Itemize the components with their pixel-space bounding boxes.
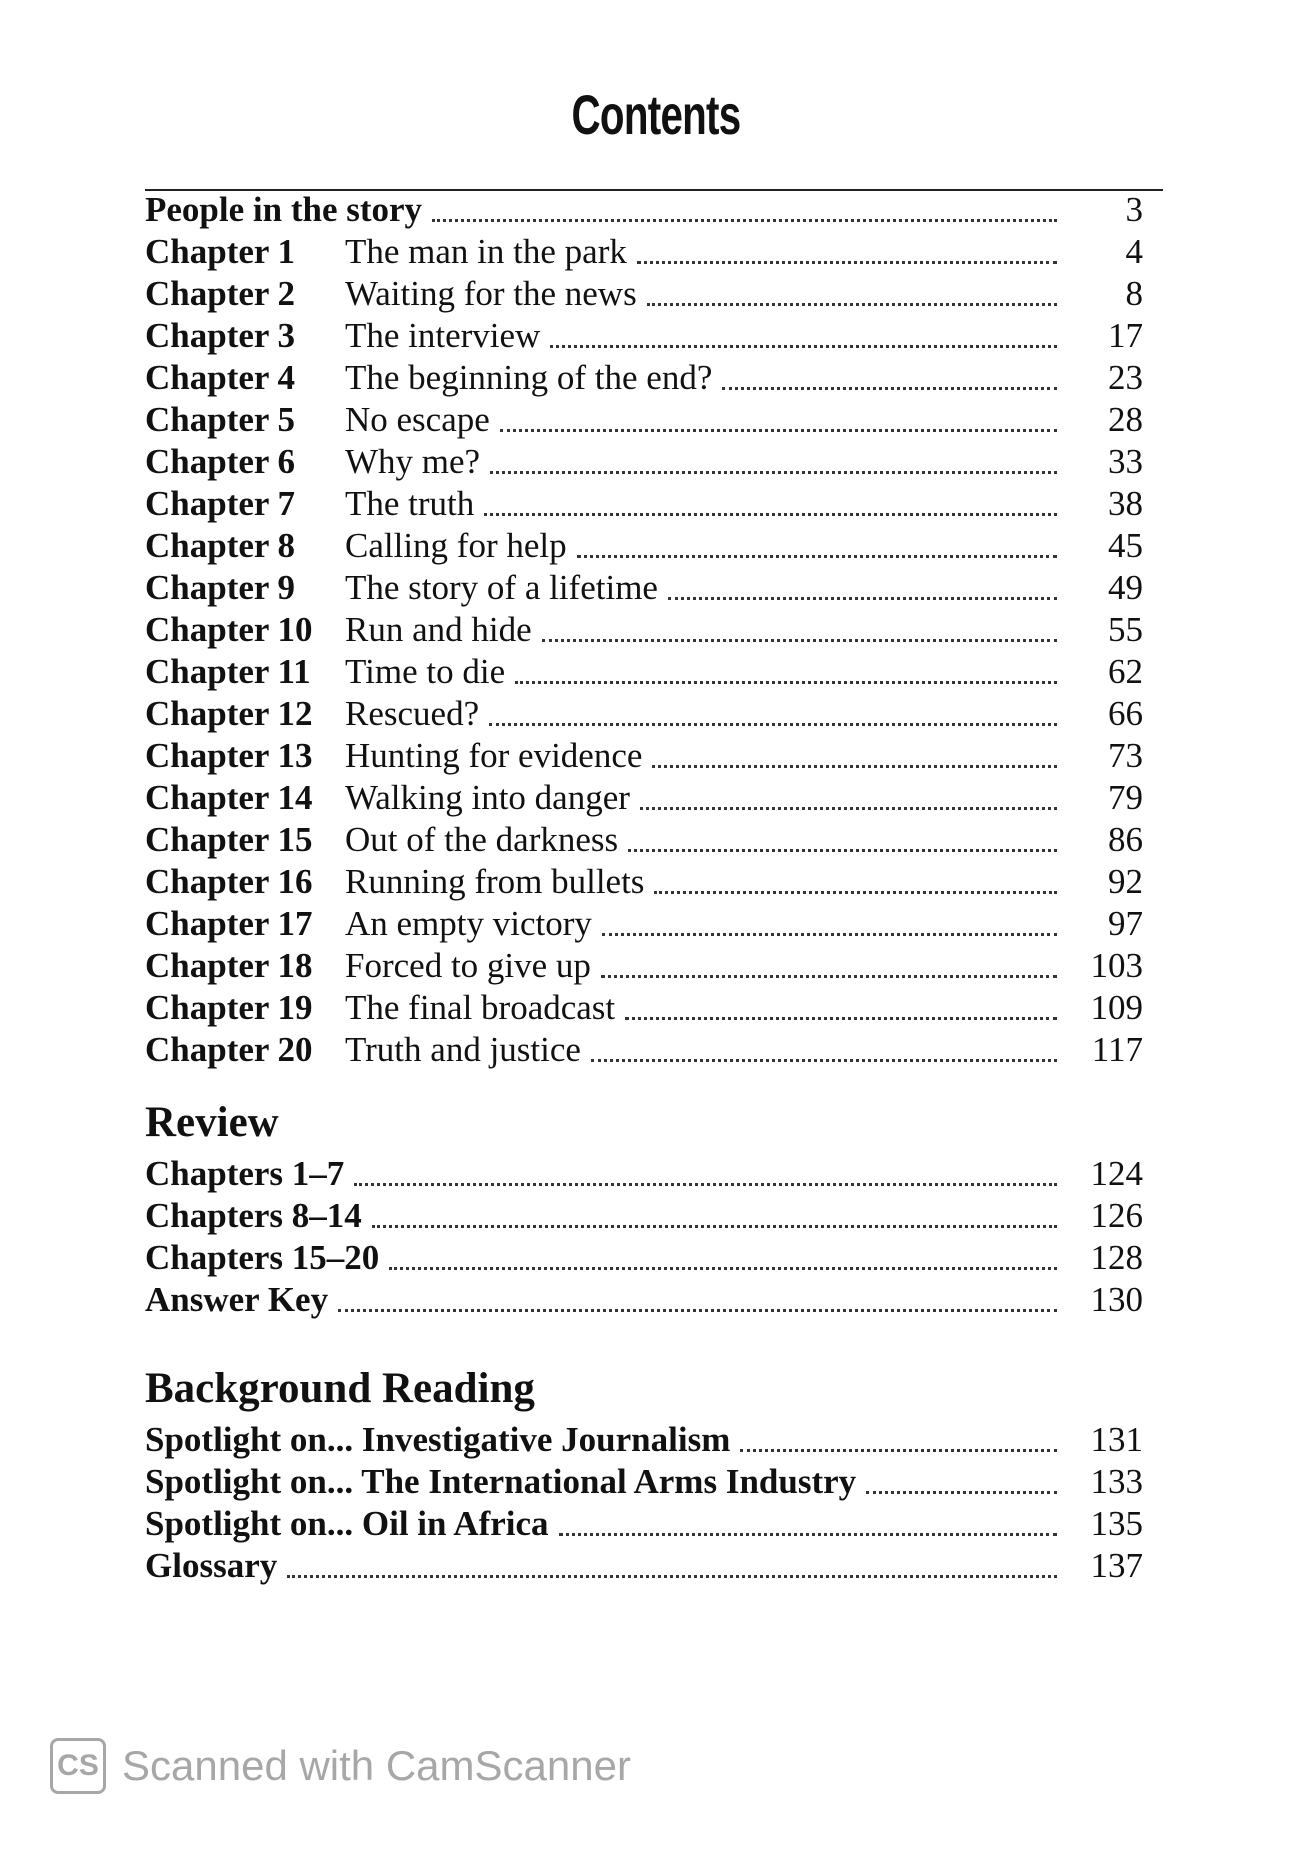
dot-leader (602, 933, 1057, 936)
chapter-title: Forced to give up (345, 946, 591, 985)
toc-entry-label: Chapters 8–14 (145, 1196, 362, 1235)
toc-page-number: 45 (1108, 526, 1143, 565)
toc-page-number: 49 (1108, 568, 1143, 607)
page-title: Contents (571, 83, 741, 146)
dot-leader (668, 597, 1057, 600)
dot-leader (640, 807, 1057, 810)
toc-entry-chapter-7 (145, 482, 1143, 526)
chapter-label: Chapter 15 (145, 820, 313, 859)
toc-page-number: 131 (1090, 1420, 1143, 1459)
toc-page-number: 8 (1125, 274, 1143, 313)
toc-page-number: 73 (1108, 736, 1143, 775)
chapter-label: Chapter 13 (145, 736, 313, 775)
toc-page-number: 86 (1108, 820, 1143, 859)
chapter-title: Walking into danger (345, 778, 630, 817)
toc-page-number: 33 (1108, 442, 1143, 481)
chapter-label: Chapter 19 (145, 988, 313, 1027)
chapter-title: The truth (345, 484, 475, 523)
toc-entry-label: Answer Key (145, 1280, 329, 1319)
chapter-label: Chapter 1 (145, 232, 296, 271)
dot-leader (591, 1059, 1057, 1062)
dot-leader (542, 639, 1057, 642)
watermark-text: Scanned with CamScanner (122, 1742, 631, 1789)
dot-leader (654, 891, 1057, 894)
toc-entry-glossary (145, 1544, 1143, 1588)
dot-leader (484, 513, 1057, 516)
toc-entry-chapter-10 (145, 608, 1143, 652)
toc-page-number: 3 (1125, 190, 1143, 229)
dot-leader (489, 723, 1057, 726)
toc-page-number: 79 (1108, 778, 1143, 817)
chapter-label: Chapter 20 (145, 1030, 313, 1069)
toc-entry-chapter-5 (145, 398, 1143, 442)
toc-page-number: 135 (1090, 1504, 1143, 1543)
dot-leader (550, 345, 1057, 348)
toc-entry-chapter-20 (145, 1028, 1143, 1072)
section-heading-review: Review (145, 1099, 279, 1146)
chapter-title: Run and hide (345, 610, 532, 649)
dot-leader (577, 555, 1057, 558)
chapter-title: Rescued? (345, 694, 480, 733)
toc-page-number: 124 (1090, 1154, 1143, 1193)
chapter-title: The final broadcast (345, 988, 616, 1027)
chapter-label: Chapter 10 (145, 610, 313, 649)
toc-page-number: 28 (1108, 400, 1143, 439)
dot-leader (866, 1491, 1057, 1494)
toc-entry-label: Spotlight on... Investigative Journalism (145, 1420, 731, 1459)
toc-page-number: 97 (1108, 904, 1143, 943)
toc-page-number: 103 (1090, 946, 1143, 985)
dot-leader (372, 1225, 1057, 1228)
toc-page-number: 130 (1090, 1280, 1143, 1319)
toc-page-number: 66 (1108, 694, 1143, 733)
toc-page-number: 4 (1125, 232, 1143, 271)
toc-entry-background (145, 1460, 1143, 1504)
chapter-label: Chapter 4 (145, 358, 296, 397)
toc-entry-chapter-9 (145, 566, 1143, 610)
toc-entry-chapter-14 (145, 776, 1143, 820)
toc-entry-review (145, 1152, 1143, 1196)
toc-entry-review (145, 1194, 1143, 1238)
dot-leader (625, 1017, 1057, 1020)
toc-entry-background (145, 1418, 1143, 1462)
dot-leader (500, 429, 1057, 432)
dot-leader (628, 849, 1057, 852)
toc-entry-answer-key (145, 1278, 1143, 1322)
chapter-title: An empty victory (345, 904, 592, 943)
chapter-label: Chapter 2 (145, 274, 296, 313)
camscanner-logo-icon: CS (50, 1738, 106, 1794)
toc-entry-chapter-4 (145, 356, 1143, 400)
chapter-title: Time to die (345, 652, 506, 691)
chapter-label: Chapter 18 (145, 946, 313, 985)
dot-leader (740, 1449, 1057, 1452)
chapter-title: Running from bullets (345, 862, 645, 901)
toc-entry-chapter-15 (145, 818, 1143, 862)
toc-page-number: 133 (1090, 1462, 1143, 1501)
dot-leader (490, 471, 1057, 474)
chapter-label: Chapter 5 (145, 400, 296, 439)
toc-entry-chapter-19 (145, 986, 1143, 1030)
toc-entry-label: People in the story (145, 190, 423, 229)
chapter-label: Chapter 9 (145, 568, 296, 607)
section-heading-background-reading: Background Reading (145, 1365, 535, 1412)
chapter-title: Out of the darkness (345, 820, 619, 859)
toc-page-number: 109 (1090, 988, 1143, 1027)
toc-entry-chapter-13 (145, 734, 1143, 778)
toc-page-number: 137 (1090, 1546, 1143, 1585)
toc-entry-chapter-6 (145, 440, 1143, 484)
dot-leader (389, 1267, 1057, 1270)
dot-leader (652, 765, 1057, 768)
toc-entry-label: Spotlight on... Oil in Africa (145, 1504, 549, 1543)
toc-entry-chapter-1 (145, 230, 1143, 274)
dot-leader (515, 681, 1057, 684)
toc-page-number: 55 (1108, 610, 1143, 649)
dot-leader (722, 387, 1057, 390)
chapter-label: Chapter 16 (145, 862, 313, 901)
toc-entry-chapter-17 (145, 902, 1143, 946)
toc-page-number: 92 (1108, 862, 1143, 901)
camscanner-watermark (50, 1738, 631, 1794)
chapter-label: Chapter 11 (145, 652, 311, 691)
chapter-title: The interview (345, 316, 541, 355)
toc-entry-chapter-8 (145, 524, 1143, 568)
chapter-title: Why me? (345, 442, 481, 481)
toc-entry-background (145, 1502, 1143, 1546)
dot-leader (637, 261, 1057, 264)
toc-page-number: 128 (1090, 1238, 1143, 1277)
chapter-title: The story of a lifetime (345, 568, 658, 607)
toc-page-number: 117 (1091, 1030, 1143, 1069)
toc-entry-chapter-11 (145, 650, 1143, 694)
dot-leader (432, 219, 1057, 222)
chapter-title: The man in the park (345, 232, 627, 271)
chapter-label: Chapter 7 (145, 484, 296, 523)
dot-leader (338, 1309, 1057, 1312)
toc-page-number: 23 (1108, 358, 1143, 397)
chapter-label: Chapter 3 (145, 316, 296, 355)
toc-page-number: 38 (1108, 484, 1143, 523)
chapter-label: Chapter 6 (145, 442, 296, 481)
toc-page-number: 17 (1108, 316, 1143, 355)
dot-leader (601, 975, 1057, 978)
toc-entry-label: Chapters 15–20 (145, 1238, 380, 1277)
chapter-title: Calling for help (345, 526, 567, 565)
chapter-label: Chapter 12 (145, 694, 313, 733)
toc-entry-label: Chapters 1–7 (145, 1154, 345, 1193)
toc-entry-label: Spotlight on... The International Arms Industry (145, 1462, 857, 1501)
chapter-title: Hunting for evidence (345, 736, 643, 775)
dot-leader (647, 303, 1057, 306)
chapter-title: Waiting for the news (345, 274, 637, 313)
toc-entry-review (145, 1236, 1143, 1280)
chapter-title: No escape (345, 400, 490, 439)
toc-entry-label: Glossary (145, 1546, 278, 1585)
toc-entry-chapter-18 (145, 944, 1143, 988)
dot-leader (354, 1183, 1057, 1186)
chapter-label: Chapter 14 (145, 778, 313, 817)
toc-entry-chapter-12 (145, 692, 1143, 736)
chapter-label: Chapter 17 (145, 904, 313, 943)
chapter-label: Chapter 8 (145, 526, 296, 565)
toc-page-number: 62 (1108, 652, 1143, 691)
toc-page-number: 126 (1090, 1196, 1143, 1235)
toc-entry-chapter-16 (145, 860, 1143, 904)
dot-leader (559, 1533, 1057, 1536)
toc-entry-chapter-2 (145, 272, 1143, 316)
toc-entry-chapter-3 (145, 314, 1143, 358)
chapter-title: Truth and justice (345, 1030, 581, 1069)
dot-leader (287, 1575, 1057, 1578)
toc-entry-people (145, 188, 1143, 232)
chapter-title: The beginning of the end? (345, 358, 713, 397)
